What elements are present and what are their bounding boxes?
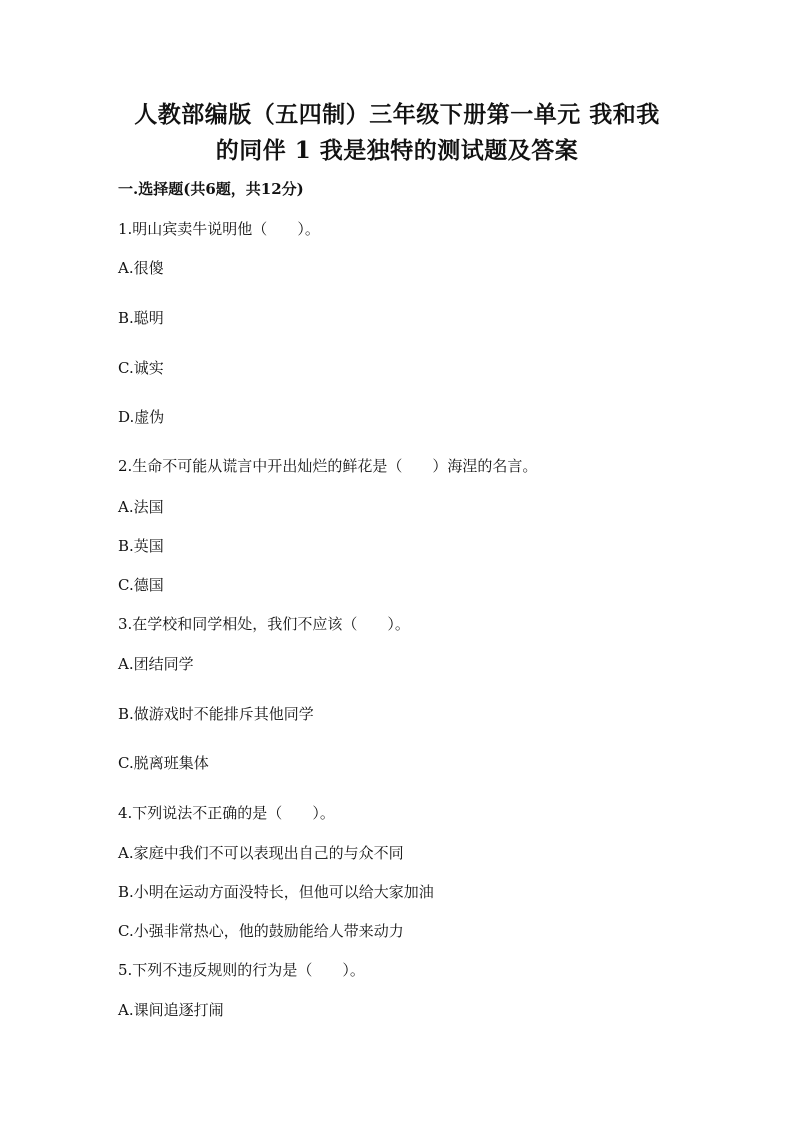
question-5-stem: 5.下列不违反规则的行为是（ ）。 bbox=[118, 961, 365, 979]
question-3-option-c: C.脱离班集体 bbox=[118, 754, 209, 772]
question-3-option-b: B.做游戏时不能排斥其他同学 bbox=[118, 705, 314, 723]
question-1-stem: 1.明山宾卖牛说明他（ ）。 bbox=[118, 220, 320, 238]
question-1-option-b: B.聪明 bbox=[118, 309, 164, 327]
question-4-option-b: B.小明在运动方面没特长，但他可以给大家加油 bbox=[118, 883, 434, 901]
question-1-option-d: D.虚伪 bbox=[118, 408, 165, 426]
question-4-option-a: A.家庭中我们不可以表现出自己的与众不同 bbox=[118, 844, 404, 862]
question-3-stem: 3.在学校和同学相处，我们不应该（ ）。 bbox=[118, 615, 410, 633]
question-5-option-a: A.课间追逐打闹 bbox=[118, 1001, 224, 1019]
section-header: 一.选择题(共6题，共12分) bbox=[118, 180, 304, 198]
question-1-option-c: C.诚实 bbox=[118, 359, 164, 377]
question-4-option-c: C.小强非常热心，他的鼓励能给人带来动力 bbox=[118, 922, 404, 940]
question-2-option-c: C.德国 bbox=[118, 576, 164, 594]
question-1-option-a: A.很傻 bbox=[118, 259, 164, 277]
question-2-option-a: A.法国 bbox=[118, 498, 164, 516]
page-title-line-1: 人教部编版（五四制）三年级下册第一单元 我和我 bbox=[134, 101, 660, 128]
question-2-stem: 2.生命不可能从谎言中开出灿烂的鲜花是（ ）海涅的名言。 bbox=[118, 457, 538, 475]
page-title-line-2: 的同伴 1 我是独特的测试题及答案 bbox=[215, 137, 579, 164]
question-4-stem: 4.下列说法不正确的是（ ）。 bbox=[118, 804, 335, 822]
question-2-option-b: B.英国 bbox=[118, 537, 164, 555]
question-3-option-a: A.团结同学 bbox=[118, 655, 194, 673]
